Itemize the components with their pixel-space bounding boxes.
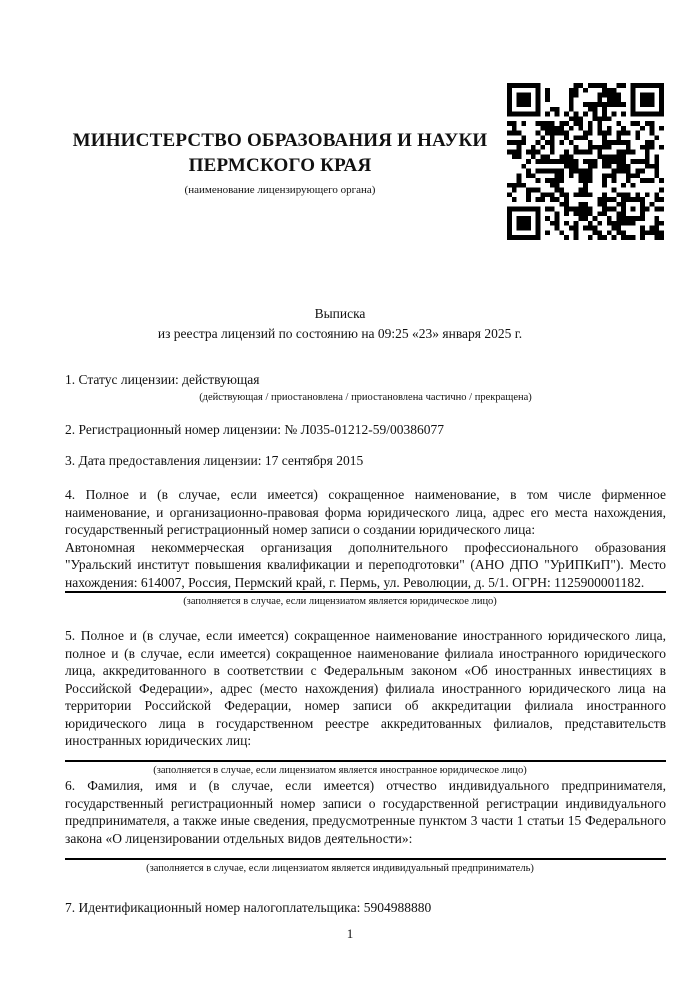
ministry-name-line1: МИНИСТЕРСТВО ОБРАЗОВАНИЯ И НАУКИ — [72, 130, 488, 151]
qr-code-icon — [507, 83, 664, 240]
legal-entity-caption: (заполняется в случае, если лицензиатом является юридическое лицо) — [183, 596, 497, 607]
foreign-entity-question: 5. Полное и (в случае, если имеется) сокращенное наименование иностранного юридического лица, полное и (в случае, если имеется) сокращенное наименование филиала иностранного юридического лица, аккредитованного в соответствии с Федеральным законом «Об иностранных инвестициях в Российской Федерации», адрес (место нахождения) филиала иностранного юридического лица на территории Российской Федерации, номер записи об аккредитации филиала иностранного юридического лица в государственном реестре аккредитованных филиалов, представительств иностранных юридических лиц: — [65, 628, 666, 748]
item-registration-number — [65, 421, 666, 439]
licensing-authority-header — [60, 128, 500, 197]
document-title — [65, 304, 615, 344]
taxpayer-number-text: 7. Идентификационный номер налогоплательщика: 5904988880 — [65, 900, 432, 915]
fill-line-entrepreneur — [65, 858, 666, 860]
license-status-caption: (действующая / приостановлена / приостановлена частично / прекращена) — [199, 391, 532, 403]
license-status-text: 1. Статус лицензии: действующая — [65, 372, 260, 387]
item-foreign-entity — [65, 627, 666, 777]
license-grant-date-text: 3. Дата предоставления лицензии: 17 сентября 2015 — [65, 453, 364, 468]
registration-number-text: 2. Регистрационный номер лицензии: № Л035-01212-59/00386077 — [65, 422, 445, 437]
entrepreneur-question: 6. Фамилия, имя и (в случае, если имеется) отчество индивидуального предпринимателя, государственный регистрационный номер записи о государственной регистрации индивидуального предпринимателя, а также иные сведения, предусмотренные пунктом 3 части 1 статьи 15 Федерального закона «О лицензировании отдельных видов деятельности»: — [65, 778, 666, 846]
fill-line-legal-entity — [65, 591, 666, 593]
item-license-status — [65, 371, 666, 404]
item-license-grant-date — [65, 452, 666, 470]
document-title-line2: из реестра лицензий по состоянию на 09:25 «23» января 2025 г. — [157, 326, 523, 341]
ministry-name-line2: ПЕРМСКОГО КРАЯ — [188, 155, 372, 176]
entrepreneur-caption: (заполняется в случае, если лицензиатом является индивидуальный предприниматель) — [146, 863, 534, 874]
foreign-entity-caption: (заполняется в случае, если лицензиатом является иностранное юридическое лицо) — [153, 764, 527, 776]
item-taxpayer-number — [65, 899, 666, 917]
legal-entity-answer: Автономная некоммерческая организация дополнительного профессионального образования "Уральский институт повышения квалификации и переподготовки" (АНО ДПО "УрИПКиП"). Место нахождения: 614007, Россия, Пермский край, г. Пермь, ул. Революции, д. 5/1. ОГРН: 1125900001182. — [65, 539, 666, 590]
authority-field-caption: (наименование лицензирующего органа) — [184, 184, 376, 196]
item-legal-entity — [65, 486, 666, 608]
fill-line-foreign-entity — [65, 760, 666, 762]
legal-entity-question: 4. Полное и (в случае, если имеется) сокращенное наименование, в том числе фирменное наименование, и организационно-правовая форма юридического лица, адрес его места нахождения, государственный регистрационный номер записи о создании юридического лица: — [65, 487, 666, 537]
document-title-line1: Выписка — [314, 306, 366, 321]
item-individual-entrepreneur — [65, 777, 666, 875]
page-number: 1 — [346, 926, 354, 941]
